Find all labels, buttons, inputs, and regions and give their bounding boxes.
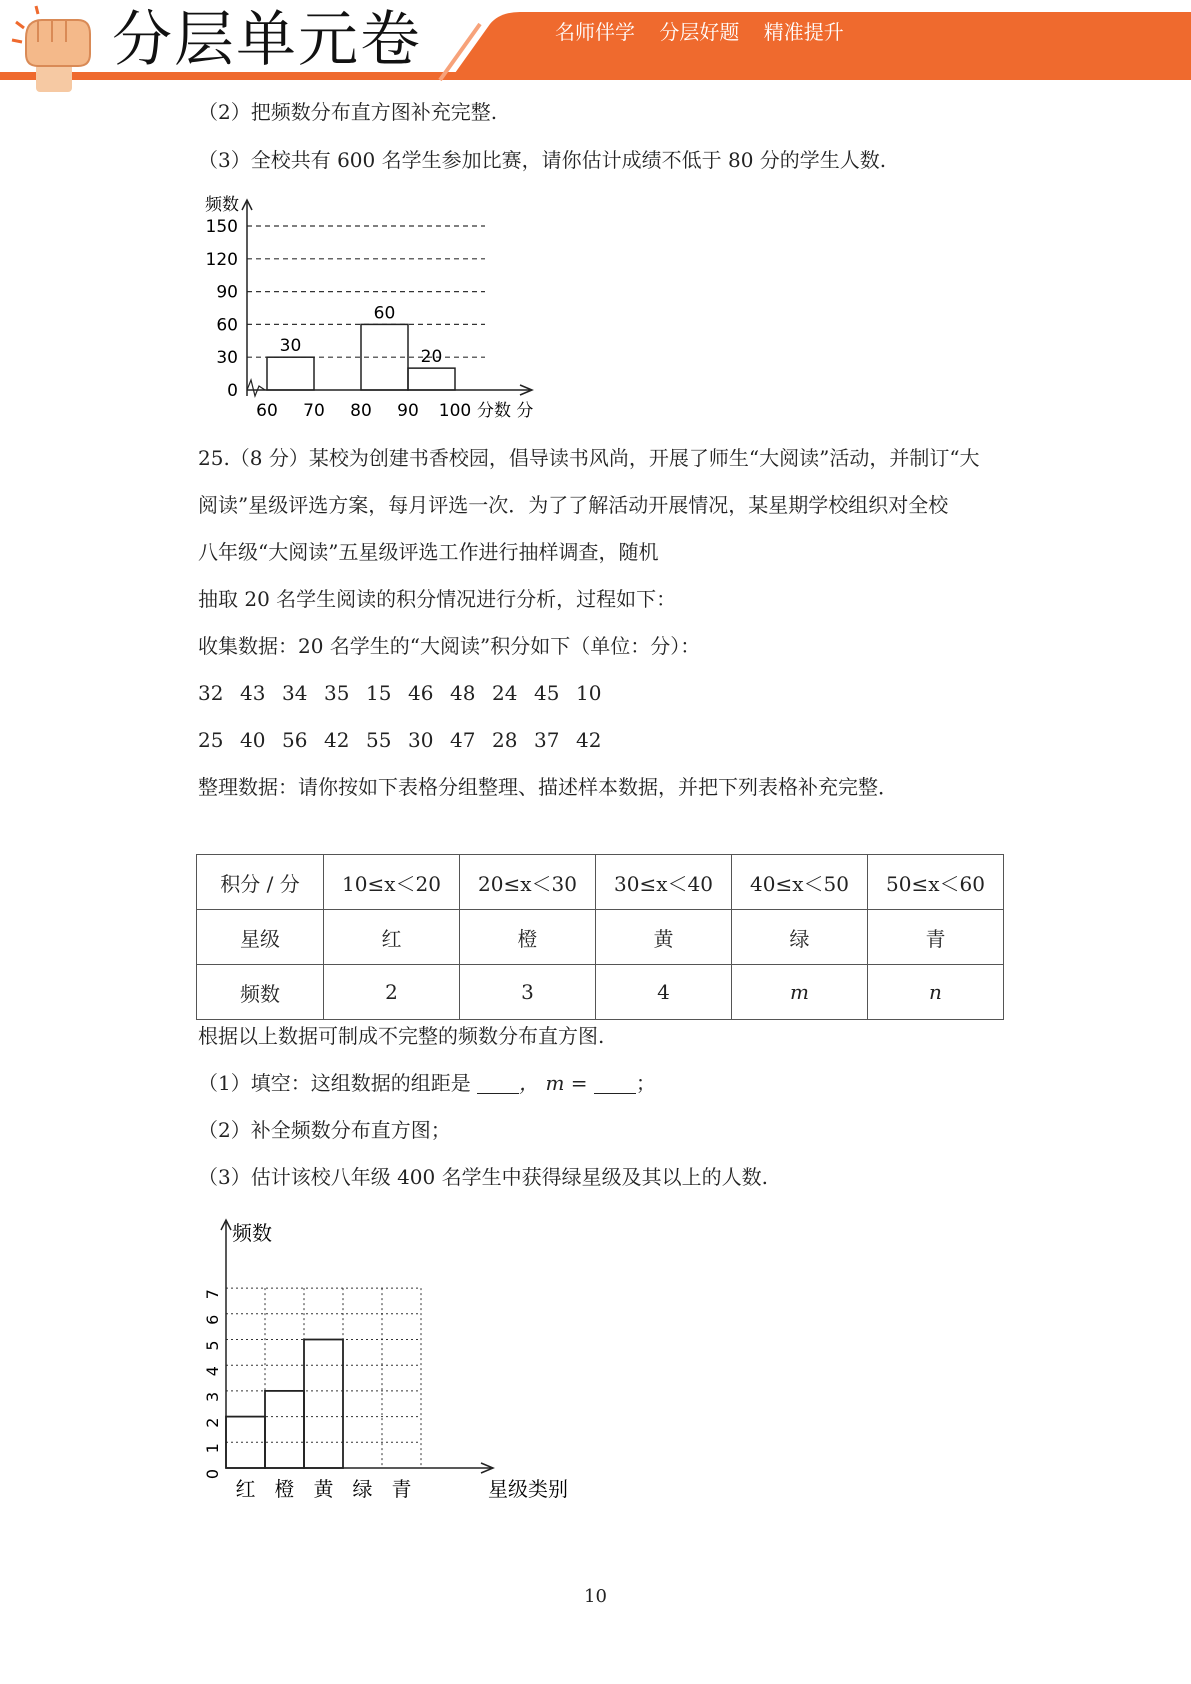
bar-value-label: 20 xyxy=(420,347,443,368)
x-axis-label: 分数 分 xyxy=(477,401,534,421)
bar xyxy=(408,368,455,390)
x-tick-label: 青 xyxy=(391,1477,412,1501)
sub-question-1-mid: ， m = xyxy=(519,1071,594,1095)
blank-interval xyxy=(477,1075,519,1094)
table-cell: 3 xyxy=(460,965,596,1020)
y-tick-label: 5 xyxy=(203,1340,222,1351)
page-number: 10 xyxy=(584,1586,607,1607)
table-cell: 橙 xyxy=(460,910,596,965)
table-cell: 积分 / 分 xyxy=(197,855,324,910)
sub-question-3: （3）估计该校八年级 400 名学生中获得绿星级及其以上的人数. xyxy=(198,1165,768,1189)
bar xyxy=(304,1340,343,1469)
axis-break xyxy=(247,380,265,396)
x-tick-label: 70 xyxy=(303,401,325,421)
blank-m xyxy=(594,1075,636,1094)
organize-data-line: 整理数据：请你按如下表格分组整理、描述样本数据，并把下列表格补充完整． xyxy=(198,775,898,799)
y-axis-label: 频数 xyxy=(232,1221,272,1245)
x-tick-label: 绿 xyxy=(352,1477,373,1501)
y-tick-label: 1 xyxy=(203,1443,222,1454)
table-row xyxy=(197,855,1004,910)
y-tick-label: 2 xyxy=(203,1417,222,1428)
x-tick-label: 80 xyxy=(350,401,372,421)
sub-question-1 xyxy=(198,1069,656,1097)
sub-question-1-end: ； xyxy=(635,1071,656,1095)
data-row-1: 32 43 34 35 15 46 48 24 45 10 xyxy=(198,681,602,705)
table-cell: 频数 xyxy=(197,965,324,1020)
y-tick-label: 4 xyxy=(203,1366,222,1377)
table-cell: 10≤x＜20 xyxy=(324,855,460,910)
sub-question-1-prefix: （1）填空：这组数据的组距是 xyxy=(198,1071,478,1095)
q25-line-4: 抽取 20 名学生阅读的积分情况进行分析，过程如下： xyxy=(198,587,677,611)
y-tick-label: 150 xyxy=(205,217,238,237)
table-cell: 绿 xyxy=(732,910,868,965)
x-tick-label: 100 xyxy=(438,401,472,421)
frequency-table xyxy=(196,854,1004,1020)
x-tick-label: 黄 xyxy=(313,1477,334,1501)
table-cell: 黄 xyxy=(596,910,732,965)
bar xyxy=(265,1391,304,1468)
histogram-note: 根据以上数据可制成不完整的频数分布直方图. xyxy=(198,1024,605,1048)
table-cell: 青 xyxy=(868,910,1004,965)
table-cell: 4 xyxy=(596,965,732,1020)
table-cell: 红 xyxy=(324,910,460,965)
table-cell: 2 xyxy=(324,965,460,1020)
table-cell: 40≤x＜50 xyxy=(732,855,868,910)
table-cell: 50≤x＜60 xyxy=(868,855,1004,910)
x-tick-label: 橙 xyxy=(274,1477,295,1501)
table-cell: 30≤x＜40 xyxy=(596,855,732,910)
question-3-top: （3）全校共有 600 名学生参加比赛，请你估计成绩不低于 80 分的学生人数. xyxy=(198,148,887,172)
slogan: 名师伴学 分层好题 精准提升 xyxy=(555,20,844,44)
histogram-scores xyxy=(200,192,560,428)
x-tick-label: 90 xyxy=(397,401,419,421)
q25-line-1: 25.（8 分）某校为创建书香校园，倡导读书风尚，开展了师生“大阅读”活动，并制订“大 xyxy=(198,446,980,470)
bar-value-label: 60 xyxy=(373,303,396,324)
x-tick-label: 60 xyxy=(256,401,278,421)
histogram-star-levels xyxy=(196,1210,576,1510)
table-cell: n xyxy=(868,965,1004,1020)
y-tick-label: 6 xyxy=(203,1314,222,1325)
y-tick-label: 3 xyxy=(203,1391,222,1402)
y-tick-label: 0 xyxy=(203,1468,222,1480)
x-tick-label: 红 xyxy=(235,1477,256,1501)
table-row xyxy=(197,965,1004,1020)
table-cell: m xyxy=(732,965,868,1020)
bar xyxy=(267,357,314,390)
y-tick-label: 60 xyxy=(216,315,238,336)
x-axis-label: 星级类别 xyxy=(488,1477,568,1501)
table-cell: 星级 xyxy=(197,910,324,965)
page-header xyxy=(0,0,1191,105)
y-tick-label: 30 xyxy=(216,348,238,369)
data-row-2: 25 40 56 42 55 30 47 28 37 42 xyxy=(198,728,602,752)
table-row xyxy=(197,910,1004,965)
collect-data-line: 收集数据：20 名学生的“大阅读”积分如下（单位：分）： xyxy=(198,634,701,658)
y-tick-label: 0 xyxy=(227,381,238,401)
fist-icon xyxy=(8,2,103,97)
sub-question-2: （2）补全频数分布直方图； xyxy=(198,1118,451,1142)
q25-line-2: 阅读”星级评选方案，每月评选一次．为了了解活动开展情况，某星期学校组织对全校 xyxy=(198,493,949,517)
y-axis-label: 频数 xyxy=(205,195,239,215)
q25-line-3: 八年级“大阅读”五星级评选工作进行抽样调查，随机 xyxy=(198,540,659,564)
y-tick-label: 120 xyxy=(205,249,238,270)
question-2-top: （2）把频数分布直方图补充完整. xyxy=(198,100,498,124)
y-tick-label: 90 xyxy=(216,282,238,303)
bar-value-label: 30 xyxy=(279,336,302,357)
brand-title: 分层单元卷 xyxy=(112,5,422,75)
y-tick-label: 7 xyxy=(203,1289,222,1300)
table-cell: 20≤x＜30 xyxy=(460,855,596,910)
